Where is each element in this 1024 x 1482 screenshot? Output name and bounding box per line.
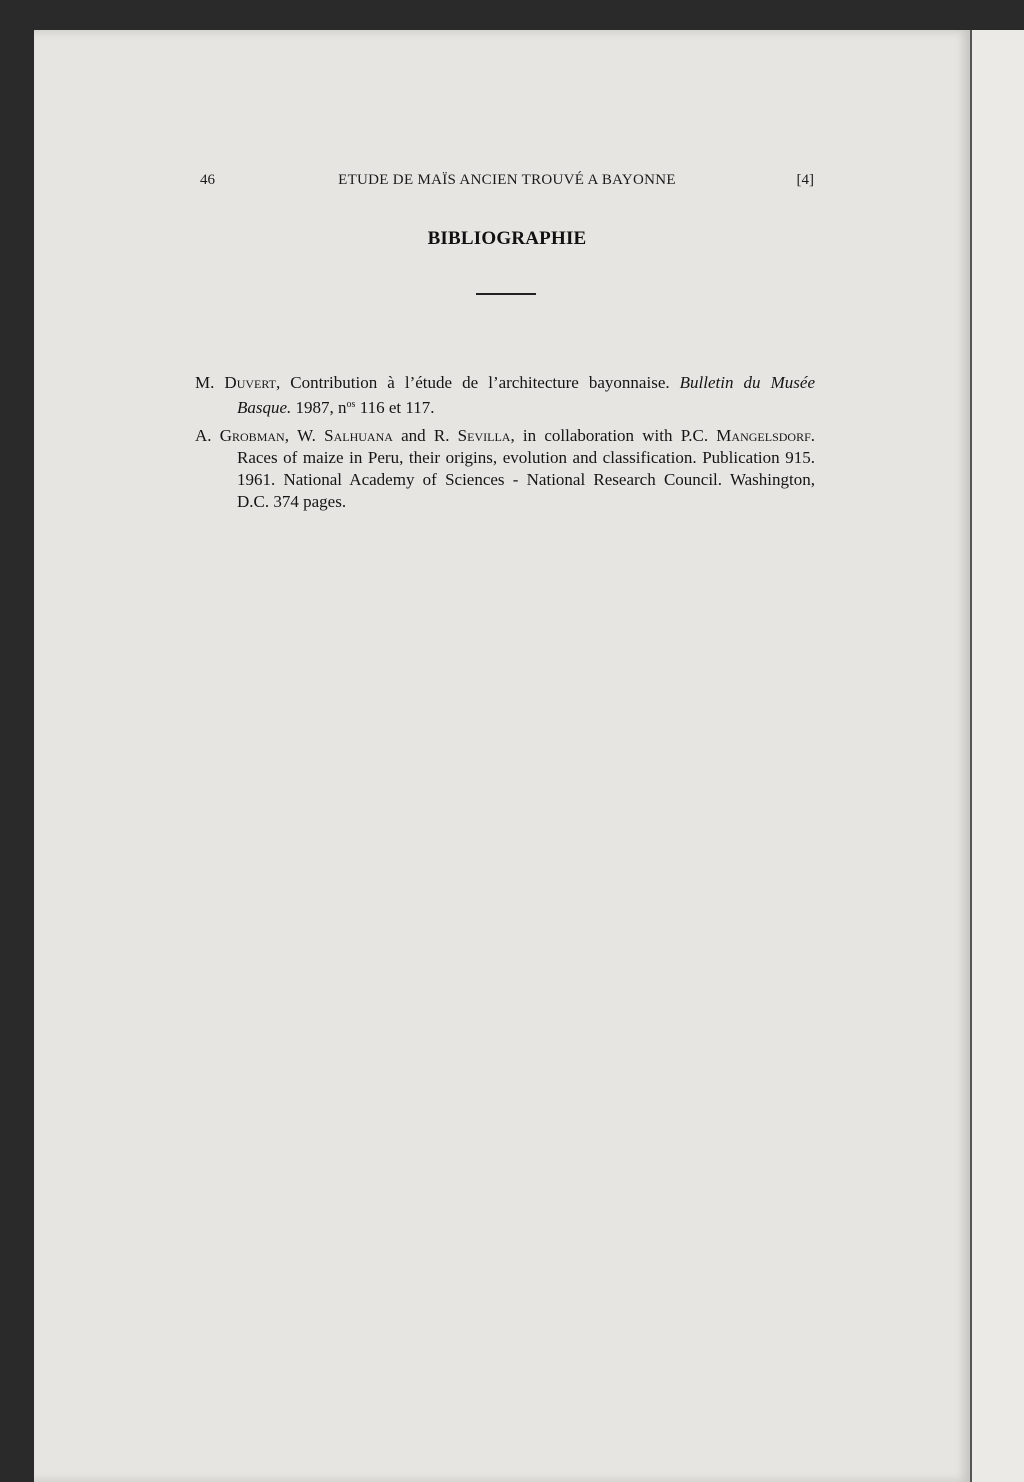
entry-author: P.C. Mangelsdorf [680, 426, 811, 445]
bibliography-list [195, 372, 815, 519]
running-title: ETUDE DE MAÏS ANCIEN TROUVÉ A BAYONNE [338, 172, 676, 188]
page-number: 46 [200, 172, 215, 188]
entry-superscript: os [346, 399, 356, 410]
entry-details-end: 116 et 117. [355, 398, 435, 417]
entry-text: . Races of maize in Peru, their origins, evolution and classification. Publication 915. 1961. National Academy of Sciences - National Research Council. Washington, D.C. 374 pages. [237, 426, 816, 511]
facing-page-edge [970, 30, 1024, 1482]
bibliography-entry [195, 425, 815, 513]
entry-author: R. Sevilla [433, 426, 511, 445]
entry-separator: and [392, 426, 434, 445]
running-header [200, 172, 814, 194]
entry-separator: , [284, 426, 298, 445]
entry-author: W. Salhuana [297, 426, 393, 445]
entry-author: A. Grobman [195, 426, 285, 445]
section-reference: [4] [796, 172, 814, 188]
bibliography-entry [195, 372, 815, 419]
title-rule [476, 293, 536, 295]
section-title: BIBLIOGRAPHIE [427, 228, 587, 249]
entry-collaboration: , in collaboration with [510, 426, 681, 445]
entry-author: M. Duvert [195, 373, 276, 392]
entry-text: , Contribution à l’étude de l’architecture bayonnaise. [275, 373, 680, 392]
entry-details: 1987, n [291, 398, 347, 417]
entry-journal: Bulletin du Musée Basque. [237, 373, 815, 417]
